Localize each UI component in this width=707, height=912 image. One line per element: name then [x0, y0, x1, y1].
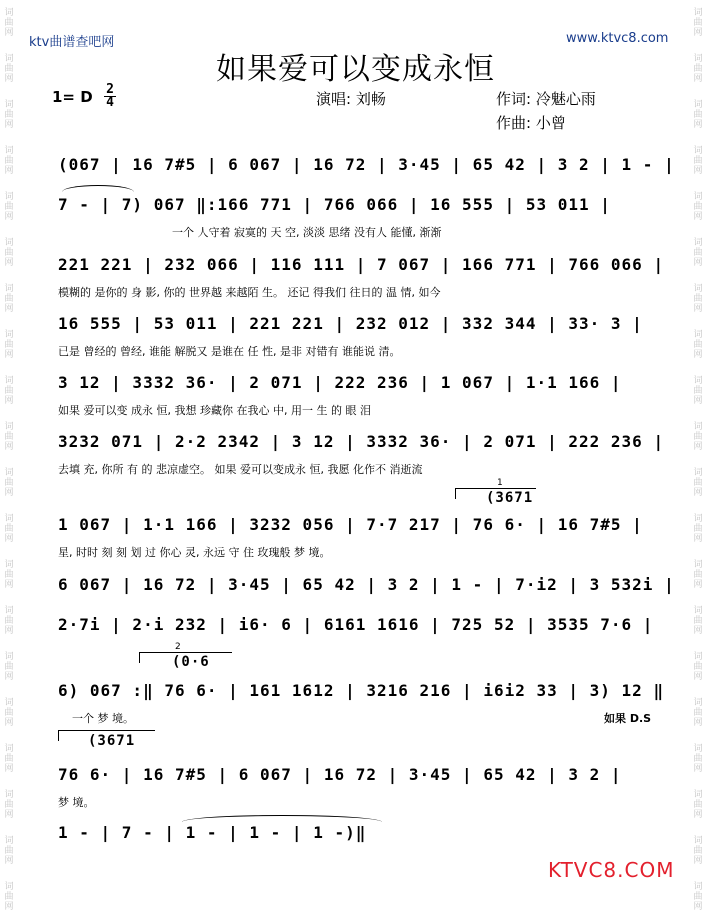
watermark-char: 网	[4, 856, 14, 866]
watermark-char: 网	[693, 488, 703, 498]
watermark-char: 网	[693, 212, 703, 222]
watermark-char: 网	[4, 396, 14, 406]
watermark-char: 曲	[693, 892, 703, 902]
watermark-char: 词	[4, 652, 14, 662]
watermark-char: 网	[4, 902, 14, 912]
score-row-4-notes: 16 555 | 53 011 | 221 221 | 232 012 | 332 344 | 33· 3 |	[58, 314, 643, 333]
watermark-char: 词	[693, 790, 703, 800]
score-row-11-lyrics: 梦 境。	[58, 796, 95, 809]
watermark-char: 曲	[4, 156, 14, 166]
key-signature: 1= D	[52, 88, 93, 106]
score-row-1-notes: (067 | 16 7#5 | 6 067 | 16 72 | 3·45 | 65 42 | 3 2 | 1 - |	[58, 155, 675, 174]
watermark-char: 网	[4, 74, 14, 84]
watermark-char: 网	[693, 764, 703, 774]
coda-notes: (3671	[88, 733, 136, 749]
watermark-char: 曲	[693, 202, 703, 212]
watermark-char: 网	[693, 166, 703, 176]
watermark-char: 网	[4, 212, 14, 222]
watermark-char: 词	[693, 468, 703, 478]
watermark-char: 词	[693, 698, 703, 708]
watermark-char: 曲	[4, 432, 14, 442]
watermark-char: 曲	[693, 524, 703, 534]
watermark-char: 网	[693, 856, 703, 866]
watermark-char: 词	[693, 652, 703, 662]
watermark-char: 曲	[693, 64, 703, 74]
site-url-right: www.ktvc8.com	[566, 31, 669, 46]
watermark-char: 网	[693, 396, 703, 406]
watermark-char: 曲	[693, 110, 703, 120]
score-row-3-lyrics: 模糊的 是你的 身 影, 你的 世界越 来越陌 生。 还记 得我们 往日的 温 情, 如今	[58, 286, 441, 299]
watermark-char: 网	[4, 626, 14, 636]
watermark-char: 曲	[4, 800, 14, 810]
watermark-char: 词	[693, 836, 703, 846]
first-ending-number: 1	[497, 478, 503, 488]
watermark-char: 网	[4, 28, 14, 38]
score-row-12-notes: 1 - | 7 - | 1 - | 1 - | 1 -)‖	[58, 823, 367, 842]
score-row-5-notes: 3 12 | 3332 36· | 2 071 | 222 236 | 1 067 | 1·1 166 |	[58, 373, 622, 392]
score-row-10-lyrics: 一个 梦 境。	[72, 712, 134, 725]
watermark-char: 曲	[693, 18, 703, 28]
watermark-char: 曲	[4, 386, 14, 396]
watermark-char: 网	[4, 488, 14, 498]
watermark-char: 网	[4, 304, 14, 314]
tie-arc	[182, 815, 382, 822]
score-row-3-notes: 221 221 | 232 066 | 116 111 | 7 067 | 166 771 | 766 066 |	[58, 255, 665, 274]
watermark-char: 网	[4, 810, 14, 820]
tie-arc	[62, 185, 134, 192]
watermark-char: 曲	[4, 64, 14, 74]
watermark-char: 曲	[693, 570, 703, 580]
watermark-char: 词	[4, 330, 14, 340]
watermark-char: 曲	[4, 570, 14, 580]
watermark-char: 网	[693, 350, 703, 360]
watermark-char: 网	[4, 580, 14, 590]
watermark-char: 曲	[4, 18, 14, 28]
watermark-char: 词	[4, 192, 14, 202]
score-row-8-notes: 6 067 | 16 72 | 3·45 | 65 42 | 3 2 | 1 - | 7·i2 | 3 532i |	[58, 575, 675, 594]
watermark-char: 词	[4, 468, 14, 478]
watermark-char: 网	[693, 810, 703, 820]
score-row-4-lyrics: 已是 曾经的 曾经, 谁能 解脱又 是谁在 任 性, 是非 对错有 谁能说 清。	[58, 345, 401, 358]
time-signature-top: 2	[106, 82, 114, 97]
watermark-char: 词	[4, 284, 14, 294]
watermark-char: 网	[4, 120, 14, 130]
watermark-char: 网	[693, 718, 703, 728]
score-row-2-notes: 7 - | 7) 067 ‖:166 771 | 766 066 | 16 555 | 53 011 |	[58, 195, 611, 214]
watermark-char: 词	[4, 8, 14, 18]
watermark-char: 曲	[4, 754, 14, 764]
singer-credit: 演唱: 刘畅	[316, 90, 386, 108]
watermark-char: 词	[4, 606, 14, 616]
watermark-char: 词	[693, 238, 703, 248]
watermark-char: 网	[4, 442, 14, 452]
score-row-6-lyrics: 去填 充, 你所 有 的 悲凉虚空。 如果 爱可以变成永 恒, 我愿 化作不 消逝流	[58, 463, 423, 476]
watermark-char: 词	[4, 100, 14, 110]
watermark-char: 曲	[693, 294, 703, 304]
right-watermark-column	[689, 0, 707, 912]
watermark-char: 词	[4, 882, 14, 892]
watermark-char: 曲	[693, 248, 703, 258]
watermark-char: 词	[4, 744, 14, 754]
watermark-char: 曲	[4, 662, 14, 672]
watermark-char: 曲	[4, 294, 14, 304]
watermark-char: 词	[4, 698, 14, 708]
watermark-char: 曲	[4, 708, 14, 718]
watermark-char: 曲	[693, 754, 703, 764]
score-row-10-notes: 6) 067 :‖ 76 6· | 161 1612 | 3216 216 | i6i2 33 | 3) 12 ‖	[58, 681, 665, 700]
watermark-char: 网	[693, 534, 703, 544]
watermark-char: 网	[4, 166, 14, 176]
watermark-char: 曲	[693, 616, 703, 626]
watermark-char: 网	[693, 258, 703, 268]
watermark-char: 词	[693, 376, 703, 386]
watermark-char: 网	[693, 28, 703, 38]
watermark-char: 曲	[4, 846, 14, 856]
brand-wordmark: KTVC8.COM	[548, 858, 675, 882]
watermark-char: 词	[693, 744, 703, 754]
watermark-char: 曲	[693, 340, 703, 350]
watermark-char: 曲	[4, 110, 14, 120]
watermark-char: 网	[4, 350, 14, 360]
watermark-char: 词	[4, 376, 14, 386]
watermark-char: 词	[4, 836, 14, 846]
composer-credit: 作曲: 小曾	[496, 114, 566, 132]
left-watermark-column	[0, 0, 18, 912]
watermark-char: 词	[693, 146, 703, 156]
score-row-5-lyrics: 如果 爱可以变 成永 恒, 我想 珍藏你 在我心 中, 用一 生 的 眼 泪	[58, 404, 371, 417]
time-signature	[104, 84, 116, 109]
watermark-char: 网	[693, 580, 703, 590]
watermark-char: 词	[693, 606, 703, 616]
watermark-char: 网	[693, 672, 703, 682]
first-ending-notes: (3671	[486, 490, 534, 506]
watermark-char: 网	[4, 534, 14, 544]
time-signature-bottom: 4	[104, 96, 116, 109]
watermark-char: 曲	[4, 248, 14, 258]
watermark-char: 曲	[693, 708, 703, 718]
watermark-char: 网	[693, 304, 703, 314]
watermark-char: 词	[693, 330, 703, 340]
watermark-char: 词	[693, 514, 703, 524]
watermark-char: 词	[693, 284, 703, 294]
score-row-7-notes: 1 067 | 1·1 166 | 3232 056 | 7·7 217 | 76 6· | 16 7#5 |	[58, 515, 643, 534]
second-ending-number: 2	[175, 642, 181, 652]
watermark-char: 曲	[4, 340, 14, 350]
watermark-char: 网	[4, 718, 14, 728]
watermark-char: 词	[4, 514, 14, 524]
watermark-char: 词	[4, 146, 14, 156]
score-row-11-notes: 76 6· | 16 7#5 | 6 067 | 16 72 | 3·45 | 65 42 | 3 2 |	[58, 765, 622, 784]
watermark-char: 词	[693, 422, 703, 432]
watermark-char: 曲	[4, 616, 14, 626]
watermark-char: 词	[4, 790, 14, 800]
watermark-char: 曲	[4, 892, 14, 902]
watermark-char: 网	[693, 74, 703, 84]
watermark-char: 词	[693, 100, 703, 110]
watermark-char: 曲	[693, 156, 703, 166]
watermark-char: 网	[693, 626, 703, 636]
watermark-char: 词	[693, 882, 703, 892]
watermark-char: 曲	[4, 202, 14, 212]
score-row-9-notes: 2·7i | 2·i 232 | i6· 6 | 6161 1616 | 725 52 | 3535 7·6 |	[58, 615, 654, 634]
score-row-2-lyrics: 一个 人守着 寂寞的 天 空, 淡淡 思绪 没有人 能懂, 渐渐	[172, 226, 442, 239]
song-title: 如果爱可以变成永恒	[216, 52, 495, 87]
watermark-char: 词	[4, 560, 14, 570]
watermark-char: 曲	[693, 662, 703, 672]
watermark-char: 曲	[4, 478, 14, 488]
watermark-char: 曲	[693, 478, 703, 488]
watermark-char: 词	[4, 54, 14, 64]
watermark-char: 曲	[693, 432, 703, 442]
score-row-6-notes: 3232 071 | 2·2 2342 | 3 12 | 3332 36· | 2 071 | 222 236 |	[58, 432, 665, 451]
watermark-char: 曲	[693, 846, 703, 856]
score-row-7-lyrics: 星, 时时 刻 刻 划 过 你心 灵, 永远 守 住 玫瑰般 梦 境。	[58, 546, 331, 559]
watermark-char: 曲	[693, 386, 703, 396]
watermark-char: 网	[4, 672, 14, 682]
watermark-char: 网	[693, 902, 703, 912]
watermark-char: 词	[4, 422, 14, 432]
watermark-char: 曲	[693, 800, 703, 810]
watermark-char: 网	[4, 764, 14, 774]
watermark-char: 网	[693, 442, 703, 452]
ds-marking: 如果 D.S	[604, 712, 652, 725]
watermark-char: 词	[693, 560, 703, 570]
watermark-char: 词	[4, 238, 14, 248]
watermark-char: 词	[693, 54, 703, 64]
watermark-char: 网	[4, 258, 14, 268]
lyricist-credit: 作词: 冷魅心雨	[496, 90, 596, 108]
second-ending-notes: (0·6	[172, 654, 210, 670]
watermark-char: 词	[693, 8, 703, 18]
watermark-char: 网	[693, 120, 703, 130]
watermark-char: 曲	[4, 524, 14, 534]
watermark-char: 词	[693, 192, 703, 202]
site-name-left: ktv曲谱查吧网	[29, 35, 115, 50]
